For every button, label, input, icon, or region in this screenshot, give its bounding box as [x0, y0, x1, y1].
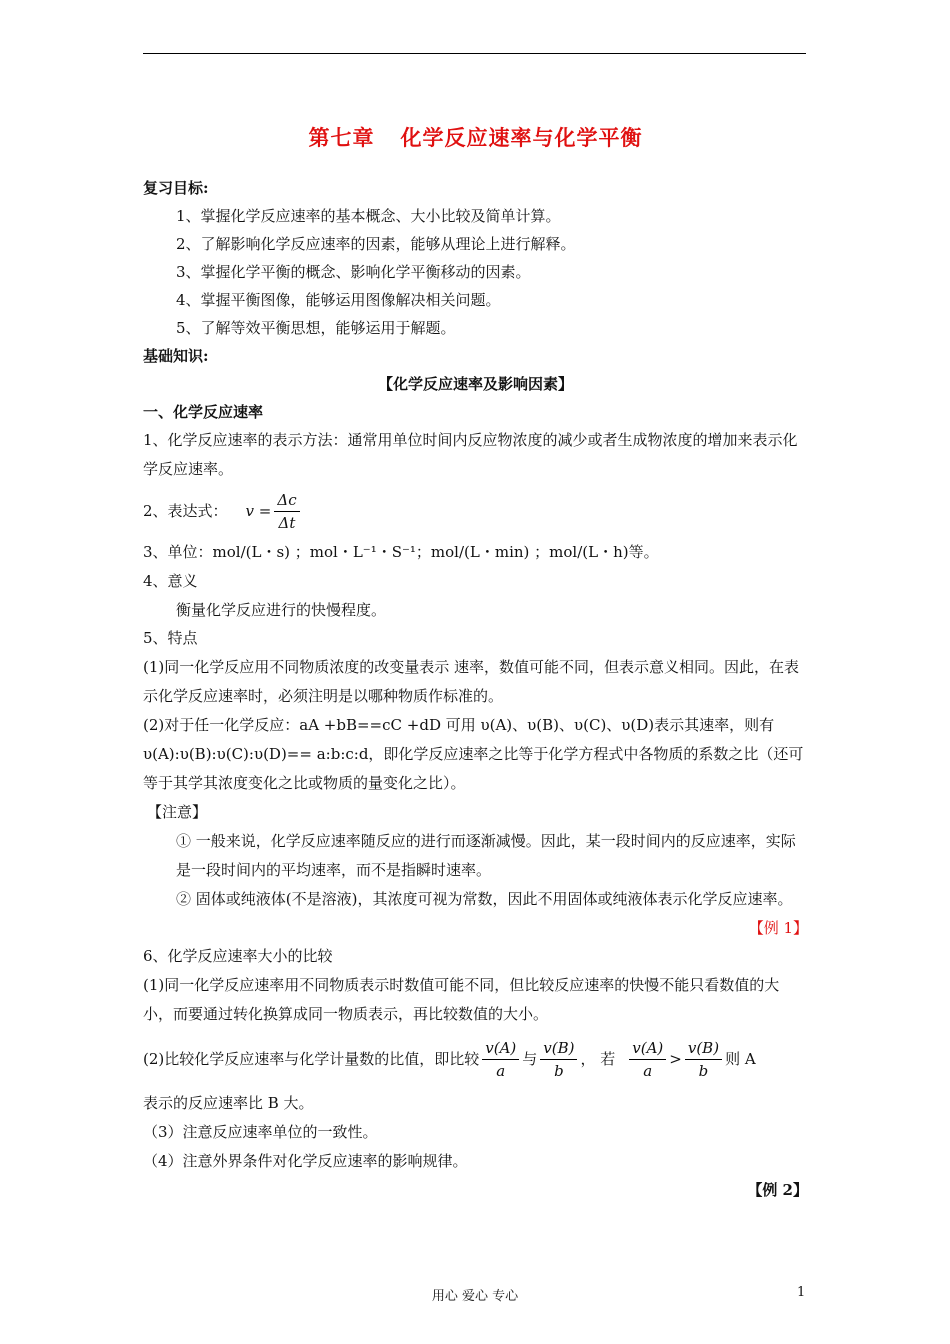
ratio-b-denominator: b — [554, 1061, 564, 1080]
then-word: 则 A — [725, 1050, 756, 1068]
example-2-label: 【例 2】 — [747, 1181, 808, 1199]
chapter-title — [143, 122, 808, 152]
ratio-b2-numerator: v(B) — [685, 1037, 722, 1060]
if-word: ， 若 — [580, 1050, 616, 1068]
features-heading: 5、特点 — [143, 629, 198, 647]
compare-rule-1: (1)同一化学反应速率用不同物质表示时数值可能不同，但比较反应速率的快慢不能只看数值的大小，而要通过转化换算成同一物质表示，再比较数值的大小。 — [143, 976, 780, 1023]
units-line: 3、单位：mol/(L・s) ；mol・L⁻¹・S⁻¹；mol/(L・min) ；mol/(L・h)等。 — [143, 543, 659, 561]
fraction-numerator: Δc — [274, 489, 299, 512]
ratio-a-denominator: a — [496, 1061, 506, 1080]
goal-item-5: 5、了解等效平衡思想，能够运用于解题。 — [176, 319, 456, 337]
ratio-a-fraction-2 — [629, 1037, 666, 1082]
rate-fraction — [274, 489, 299, 534]
page-number: 1 — [797, 1285, 806, 1300]
note-item-2: ② 固体或纯液体(不是溶液)，其浓度可视为常数，因此不用固体或纯液体表示化学反应速率。 — [176, 890, 793, 908]
greater-than-sign: > — [669, 1050, 682, 1068]
part1-heading: 一、化学反应速率 — [143, 403, 264, 421]
ratio-a-fraction — [482, 1037, 519, 1082]
ratio-b-fraction — [540, 1037, 577, 1082]
compare-rule-2-lead: (2)比较化学反应速率与化学计量数的比值，即比较 — [143, 1050, 480, 1068]
with-word: 与 — [522, 1050, 538, 1068]
expression-lhs: v = — [245, 502, 272, 520]
part6-heading: 6、化学反应速率大小的比较 — [143, 947, 333, 965]
goals-heading: 复习目标: — [143, 179, 209, 197]
note-heading: 【注意】 — [147, 803, 208, 821]
ratio-b2-denominator: b — [698, 1061, 709, 1080]
goal-item-1: 1、掌握化学反应速率的基本概念、大小比较及简单计算。 — [176, 207, 561, 225]
ratio-b-fraction-2 — [685, 1037, 722, 1082]
goal-item-3: 3、掌握化学平衡的概念、影响化学平衡移动的因素。 — [176, 263, 531, 281]
meaning-body: 衡量化学反应进行的快慢程度。 — [176, 601, 387, 619]
basics-heading: 基础知识: — [143, 347, 209, 365]
ratio-a-numerator: v(A) — [482, 1037, 519, 1060]
fraction-denominator: Δt — [278, 513, 296, 532]
ratio-b-numerator: v(B) — [540, 1037, 577, 1060]
note-item-1: ① 一般来说，化学反应速率随反应的进行而逐渐减慢。因此，某一段时间内的反应速率，实际是一段时间内的平均速率，而不是指瞬时速率。 — [176, 832, 796, 879]
expression-label: 2、表达式： — [143, 502, 228, 520]
compare-rule-2-row — [143, 1029, 808, 1089]
ratio-a2-numerator: v(A) — [629, 1037, 666, 1060]
header-rule — [143, 53, 806, 54]
feature-2: (2)对于任一化学反应：aA +bB==cC +dD 可用 υ(A)、υ(B)、υ(C)、υ(D)表示其速率，则有υ(A):υ(B):υ(C):υ(D)== a:b:c:d，即化学反应速率之比等于化学方程式中各物质的系数之比（还可等于其学其浓度变化之比或物质的量变化之比）。 — [143, 716, 804, 792]
chapter-number: 第七章 — [308, 125, 375, 150]
chapter-name: 化学反应速率与化学平衡 — [400, 125, 643, 150]
compare-rule-3: （3）注意反应速率单位的一致性。 — [143, 1123, 378, 1141]
rate-definition: 1、化学反应速率的表示方法：通常用单位时间内反应物浓度的减少或者生成物浓度的增加来表示化学反应速率。 — [143, 431, 798, 478]
goal-item-2: 2、了解影响化学反应速率的因素，能够从理论上进行解释。 — [176, 235, 576, 253]
compare-rule-4: （4）注意外界条件对化学反应速率的影响规律。 — [143, 1152, 468, 1170]
section-heading: 【化学反应速率及影响因素】 — [377, 375, 573, 393]
meaning-heading: 4、意义 — [143, 572, 198, 590]
rate-expression-row — [143, 484, 808, 538]
document-page — [143, 118, 808, 1204]
compare-rule-2-tail: 表示的反应速率比 B 大。 — [143, 1094, 314, 1112]
feature-1: (1)同一化学反应用不同物质浓度的改变量表示 速率，数值可能不同，但表示意义相同。因此，在表示化学反应速率时，必须注明是以哪种物质作标准的。 — [143, 658, 800, 705]
ratio-a2-denominator: a — [643, 1061, 653, 1080]
goal-item-4: 4、掌握平衡图像，能够运用图像解决相关问题。 — [176, 291, 501, 309]
page-footer: 用心 爱心 专心 — [431, 1289, 519, 1304]
example-1-label: 【例 1】 — [748, 919, 808, 937]
